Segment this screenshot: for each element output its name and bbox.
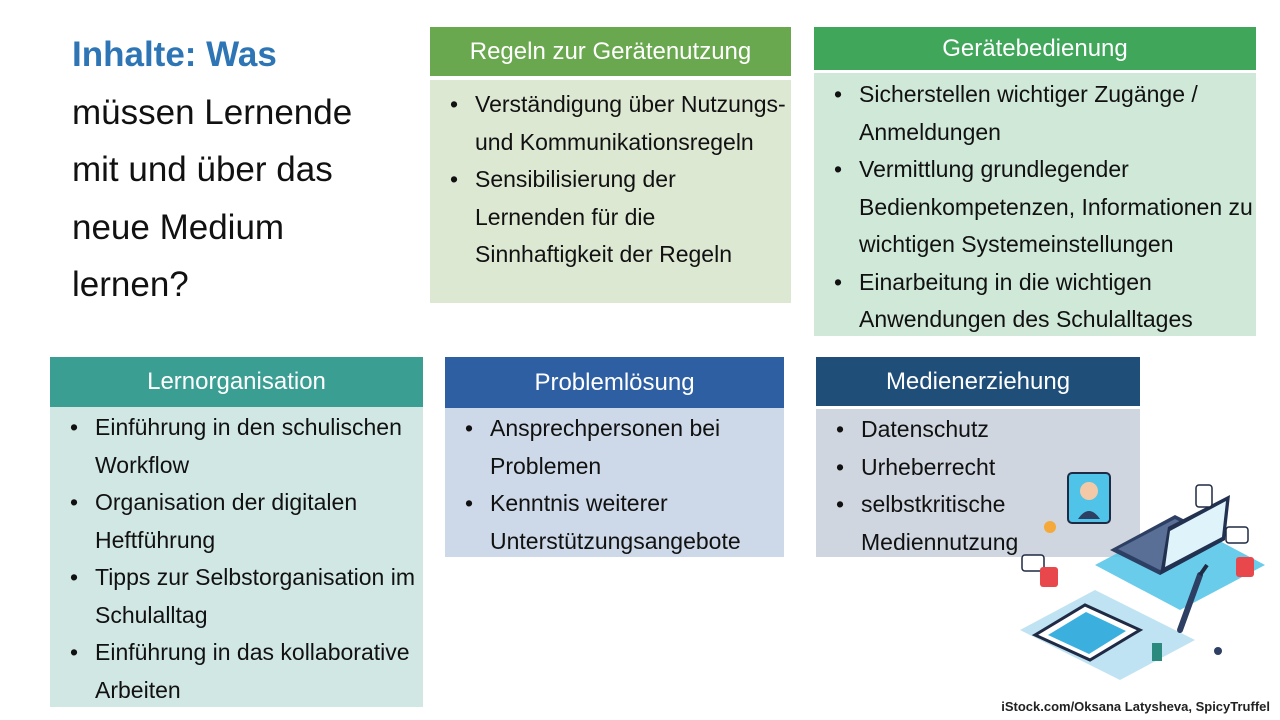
list-item: • Datenschutz <box>861 411 1140 449</box>
card-body <box>814 73 1256 336</box>
profile-card-icon <box>1068 473 1110 523</box>
list-item: • Sensibilisierung der Lernenden für die Sinnhaftigkeit der Regeln <box>475 161 791 274</box>
heading-line: lernen? <box>72 265 189 304</box>
list-item: • Einarbeitung in die wichtigen Anwendungen des Schulalltages <box>859 264 1256 339</box>
list-item: • Organisation der digitalen Heftführung <box>95 484 423 559</box>
card-title: Gerätebedienung <box>814 27 1256 70</box>
card-body <box>50 407 423 707</box>
list-item: • Tipps zur Selbstorganisation im Schulalltag <box>95 559 423 634</box>
card-geraetebedienung <box>814 27 1256 336</box>
list-item: • selbstkritische Mediennutzung <box>861 486 1140 561</box>
list-item: • Vermittlung grundlegender Bedienkompetenzen, Informationen zu wichtigen Systemeinstellungen <box>859 151 1256 264</box>
card-title: Lernorganisation <box>50 357 423 407</box>
image-credit: iStock.com/Oksana Latysheva, SpicyTruffel <box>1001 699 1270 714</box>
card-title: Regeln zur Gerätenutzung <box>430 27 791 76</box>
card-body <box>445 408 784 557</box>
bullet-list <box>445 410 784 560</box>
heading-accent: Inhalte: Was <box>72 35 277 74</box>
card-regeln <box>430 27 791 303</box>
card-title: Problemlösung <box>445 357 784 408</box>
list-item: • Kenntnis weiterer Unterstützungsangebote <box>490 485 784 560</box>
slide-heading <box>72 26 412 314</box>
list-item: • Ansprechpersonen bei Problemen <box>490 410 784 485</box>
heading-line: müssen Lernende <box>72 92 353 132</box>
devices-illustration <box>1000 455 1275 690</box>
list-item: • Urheberrecht <box>861 449 1140 487</box>
card-title: Medienerziehung <box>816 357 1140 406</box>
bullet-list <box>430 86 791 274</box>
list-item: • Verständigung über Nutzungs- und Kommunikationsregeln <box>475 86 791 161</box>
card-lernorganisation <box>50 357 423 707</box>
card-body <box>430 80 791 303</box>
accent-shape <box>1214 647 1222 655</box>
card-problemloesung <box>445 357 784 557</box>
bullet-list <box>814 76 1256 339</box>
accent-shape <box>1152 643 1162 661</box>
bullet-list <box>50 409 423 709</box>
list-item: • Sicherstellen wichtiger Zugänge / Anmeldungen <box>859 76 1256 151</box>
heading-line: mit und über das <box>72 150 333 189</box>
list-item: • Einführung in das kollaborative Arbeiten <box>95 634 423 709</box>
heading-line: neue Medium <box>72 207 285 247</box>
list-item: • Einführung in den schulischen Workflow <box>95 409 423 484</box>
